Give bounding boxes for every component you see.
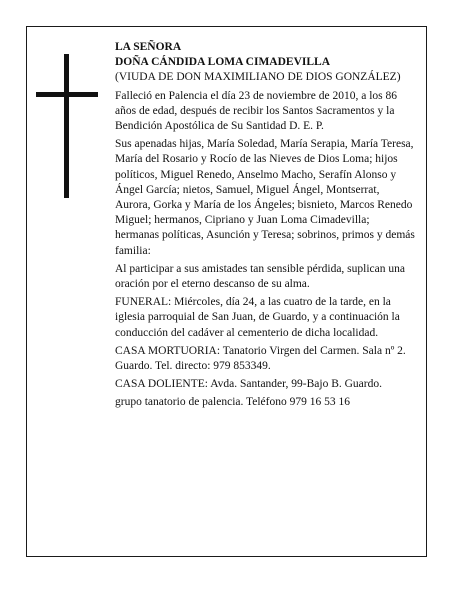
latin-cross-icon bbox=[36, 54, 98, 198]
title-line-1: LA SEÑORA bbox=[115, 41, 182, 53]
death-paragraph: Falleció en Palencia el día 23 de noviembre de 2010, a los 86 años de edad, después de recibir los Santos Sacramentos y la Bendición Apostólica de Su Santidad D. E. P. bbox=[115, 89, 397, 133]
family-paragraph: Sus apenadas hijas, María Soledad, María Serapia, María Teresa, María del Rosario y Rocío de las Nieves de Dios Loma; hijos políticos, Miguel Renedo, Anselmo Macho, Serafín Alonso y Ángel García; nietos, Samuel, Miguel Ángel, Montserrat, Aurora, Gorka y María de los Ángeles; bisnieto, Marcos Renedo Miguel; hermanos, Cipriano y Juan Loma Cimadevilla; hermanas políticas, Asunción y Teresa; sobrinos, primos y demás familia: bbox=[115, 138, 415, 257]
footer-line: grupo tanatorio de palencia. Teléfono 979 16 53 16 bbox=[115, 396, 350, 409]
cross-vertical-bar bbox=[64, 54, 69, 198]
funeral-paragraph: FUNERAL: Miércoles, día 24, a las cuatro de la tarde, en la iglesia parroquial de San Juan, de Guardo, y a continuación la conducción del cadáver al cementerio de dicha localidad. bbox=[115, 296, 400, 339]
prayer-paragraph: Al participar a sus amistades tan sensible pérdida, suplican una oración por el eterno descanso de su alma. bbox=[115, 262, 405, 291]
deceased-name: DOÑA CÁNDIDA LOMA CIMADEVILLA bbox=[115, 56, 331, 69]
mortuary-paragraph: CASA MORTUORIA: Tanatorio Virgen del Carmen. Sala nº 2. Guardo. Tel. directo: 979 853349. bbox=[115, 344, 406, 373]
obituary-text bbox=[115, 40, 415, 414]
cross-horizontal-bar bbox=[36, 92, 98, 97]
widow-line: (VIUDA DE DON MAXIMILIANO DE DIOS GONZÁLEZ) bbox=[115, 71, 401, 84]
home-paragraph: CASA DOLIENTE: Avda. Santander, 99-Bajo B. Guardo. bbox=[115, 378, 382, 391]
